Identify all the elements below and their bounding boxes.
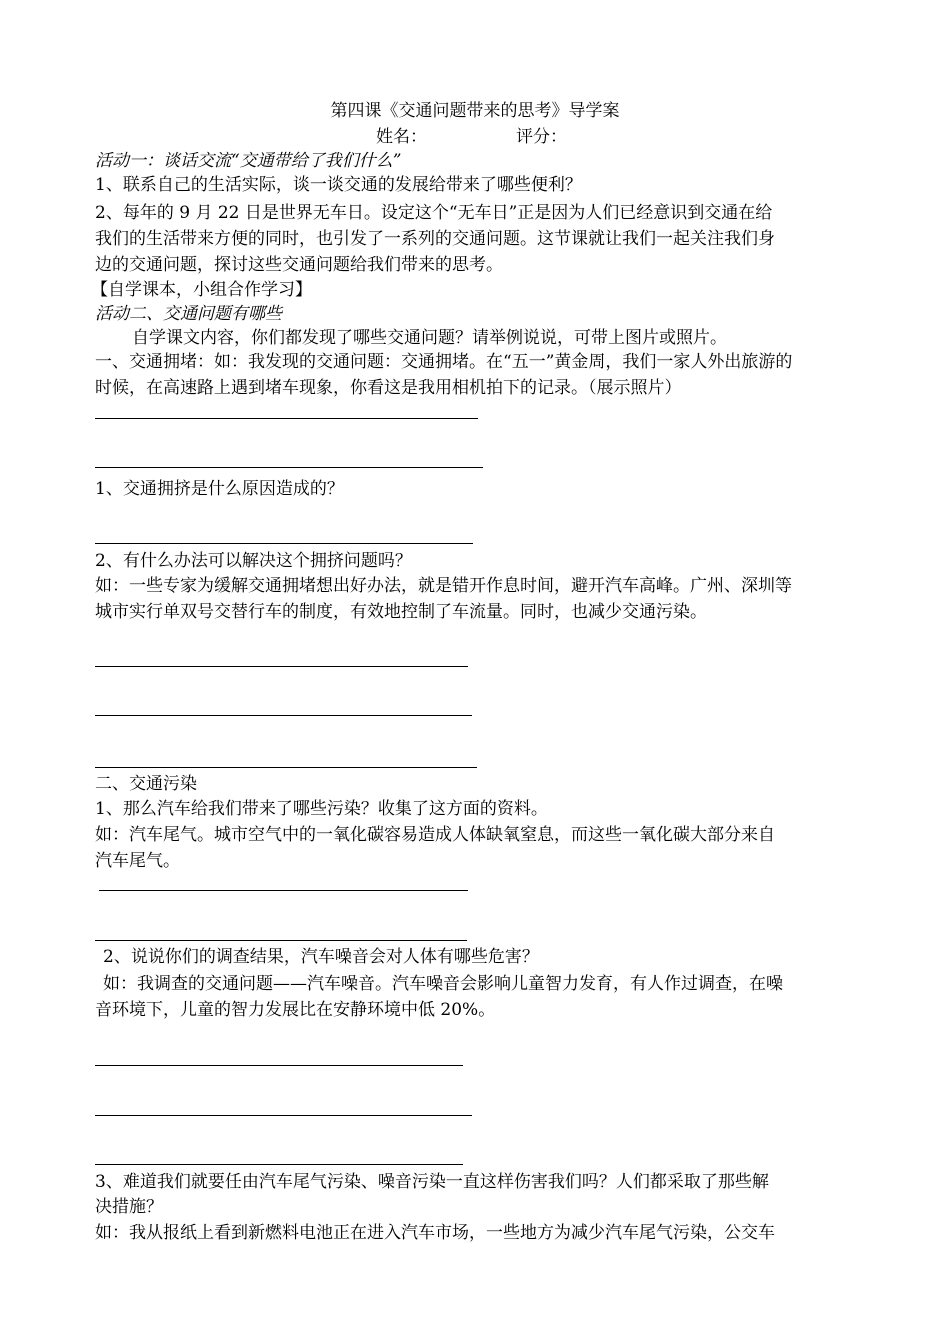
section1-paragraph-line1: 一、交通拥堵：如：我发现的交通问题：交通拥堵。在“五一”黄金周，我们一家人外出旅游的	[95, 352, 793, 372]
section2-question3-line1: 3、难道我们就要任由汽车尾气污染、噪音污染一直这样伤害我们吗？人们都采取了那些解	[95, 1172, 769, 1192]
section2-example2-line1: 如：我调查的交通问题——汽车噪音。汽车噪音会影响儿童智力发育，有人作过调查，在噪	[103, 974, 783, 994]
section1-example-line1: 如：一些专家为缓解交通拥堵想出好办法，就是错开作息时间，避开汽车高峰。广州、深圳等	[95, 576, 792, 596]
self-study-label: 【自学课本，小组合作学习】	[91, 280, 312, 300]
activity1-paragraph2-line3: 边的交通问题，探讨这些交通问题给我们带来的思考。	[95, 255, 503, 275]
document-title: 第四课《交通问题带来的思考》导学案	[330, 101, 620, 121]
name-label: 姓名：	[376, 127, 427, 147]
section1-question1: 1、交通拥挤是什么原因造成的？	[95, 479, 344, 499]
section1-paragraph-line2: 时候，在高速路上遇到堵车现象，你看这是我用相机拍下的记录。（展示照片）	[95, 378, 682, 398]
answer-line	[95, 467, 483, 468]
answer-line	[95, 715, 472, 716]
score-label: 评分：	[516, 127, 567, 147]
section2-heading: 二、交通污染	[95, 774, 197, 794]
section1-example-line2: 城市实行单双号交替行车的制度，有效地控制了车流量。同时，也减少交通污染。	[95, 602, 707, 622]
answer-line	[95, 1115, 472, 1116]
activity2-heading: 活动二、交通问题有哪些	[95, 304, 282, 324]
activity1-question1: 1、联系自己的生活实际，谈一谈交通的发展给带来了哪些便利？	[95, 175, 582, 195]
answer-line	[95, 940, 467, 941]
activity1-paragraph2-line2: 我们的生活带来方便的同时，也引发了一系列的交通问题。这节课就让我们一起关注我们身	[95, 229, 775, 249]
activity2-intro: 自学课文内容，你们都发现了哪些交通问题？请举例说说，可带上图片或照片。	[132, 328, 727, 348]
section1-question2: 2、有什么办法可以解决这个拥挤问题吗？	[95, 551, 412, 571]
section2-example3-line1: 如：我从报纸上看到新燃料电池正在进入汽车市场，一些地方为减少汽车尾气污染，公交车	[95, 1223, 775, 1243]
answer-line	[99, 890, 468, 891]
answer-line	[95, 543, 473, 544]
section2-question3-line2: 决措施？	[95, 1197, 163, 1217]
section2-example2-line2: 音环境下，儿童的智力发展比在安静环境中低 20%。	[95, 1000, 496, 1020]
answer-line	[95, 1164, 463, 1165]
activity1-paragraph2-line1: 2、每年的 9 月 22 日是世界无车日。设定这个“无车日”正是因为人们已经意识到交通在给	[95, 203, 773, 223]
section2-example1-line1: 如：汽车尾气。城市空气中的一氧化碳容易造成人体缺氧窒息，而这些一氧化碳大部分来自	[95, 825, 775, 845]
activity1-heading: 活动一：谈话交流“交通带给了我们什么”	[95, 151, 402, 171]
answer-line	[95, 418, 478, 419]
answer-line	[95, 767, 477, 768]
section2-question1: 1、那么汽车给我们带来了哪些污染？收集了这方面的资料。	[95, 799, 548, 819]
answer-line	[95, 666, 468, 667]
section2-example1-line2: 汽车尾气。	[95, 851, 180, 871]
answer-line	[95, 1065, 463, 1066]
section2-question2: 2、说说你们的调查结果，汽车噪音会对人体有哪些危害？	[103, 947, 539, 967]
